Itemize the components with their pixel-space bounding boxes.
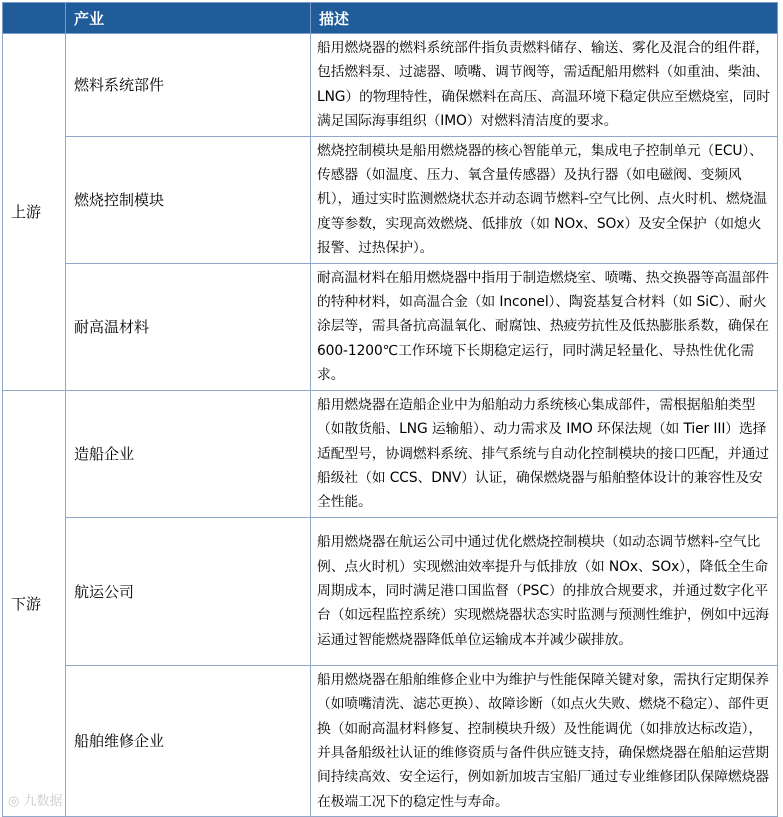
row-description: 船用燃烧器在航运公司中通过优化燃烧控制模块（如动态调节燃料-空气比例、点火时机）实现燃油效率提升与低排放（如 NOx、SOx），降低全生命周期成本，同时满足港口国监督（PSC）的排放合规要求，并通过数字化平台（如远程监控系统）实现燃烧器状态实时监测与预测性维护，例如中远海运通过智能燃烧器降低单位运输成本并减少碳排放。 bbox=[311, 517, 778, 665]
row-name: 航运公司 bbox=[66, 517, 311, 665]
table-row bbox=[3, 390, 778, 517]
row-description: 燃烧控制模块是船用燃烧器的核心智能单元，集成电子控制单元（ECU）、传感器（如温度、压力、氧含量传感器）及执行器（如电磁阀、变频风机），通过实时监测燃烧状态并动态调节燃料-空气比例、点火时机、燃烧温度等参数，实现高效燃烧、低排放（如 NOx、SOx）及安全保护（如熄火报警、过热保护）。 bbox=[311, 136, 778, 263]
row-description: 船用燃烧器的燃料系统部件指负责燃料储存、输送、雾化及混合的组件群，包括燃料泵、过滤器、喷嘴、调节阀等，需适配船用燃料（如重油、柴油、LNG）的物理特性，确保燃料在高压、高温环境下稳定供应至燃烧室，同时满足国际海事组织（IMO）对燃料清洁度的要求。 bbox=[311, 34, 778, 137]
row-description: 船用燃烧器在船舶维修企业中为维护与性能保障关键对象，需执行定期保养（如喷嘴清洗、滤芯更换）、故障诊断（如点火失败、燃烧不稳定）、部件更换（如耐高温材料修复、控制模块升级）及性能调优（如排放达标改造），并具备船级社认证的维修资质与备件供应链支持，确保燃烧器在船舶运营期间持续高效、安全运行，例如新加坡吉宝船厂通过专业维修团队保障燃烧器在极端工况下的稳定性与寿命。 bbox=[311, 665, 778, 816]
row-name: 燃烧控制模块 bbox=[66, 136, 311, 263]
row-name: 船舶维修企业 bbox=[66, 665, 311, 816]
watermark bbox=[8, 790, 63, 809]
sector-downstream: 下游 bbox=[3, 390, 66, 816]
watermark-logo-icon: ◎ bbox=[8, 794, 24, 809]
table-row bbox=[3, 517, 778, 665]
header-row bbox=[3, 3, 778, 34]
table-row bbox=[3, 665, 778, 816]
header-sector bbox=[3, 3, 66, 34]
row-description: 船用燃烧器在造船企业中为船舶动力系统核心集成部件，需根据船舶类型（如散货船、LNG 运输船）、动力需求及 IMO 环保法规（如 Tier III）选择适配型号，协调燃料系统、排气系统与自动化控制模块的接口匹配，并通过船级社（如 CCS、DNV）认证，确保燃烧器与船舶整体设计的兼容性及安全性能。 bbox=[311, 390, 778, 517]
row-name: 燃料系统部件 bbox=[66, 34, 311, 137]
table-row bbox=[3, 263, 778, 390]
watermark-text: 九数据 bbox=[23, 794, 63, 809]
industry-chain-table bbox=[2, 2, 778, 817]
header-industry: 产业 bbox=[66, 3, 311, 34]
row-name: 造船企业 bbox=[66, 390, 311, 517]
table-row bbox=[3, 34, 778, 137]
header-description: 描述 bbox=[311, 3, 778, 34]
table-row bbox=[3, 136, 778, 263]
row-name: 耐高温材料 bbox=[66, 263, 311, 390]
row-description: 耐高温材料在船用燃烧器中指用于制造燃烧室、喷嘴、热交换器等高温部件的特种材料，如高温合金（如 Inconel）、陶瓷基复合材料（如 SiC）、耐火涂层等，需具备抗高温氧化、耐腐蚀、热疲劳抗性及低热膨胀系数，确保在 600-1200℃工作环境下长期稳定运行，同时满足轻量化、导热性优化需求。 bbox=[311, 263, 778, 390]
sector-upstream: 上游 bbox=[3, 34, 66, 391]
